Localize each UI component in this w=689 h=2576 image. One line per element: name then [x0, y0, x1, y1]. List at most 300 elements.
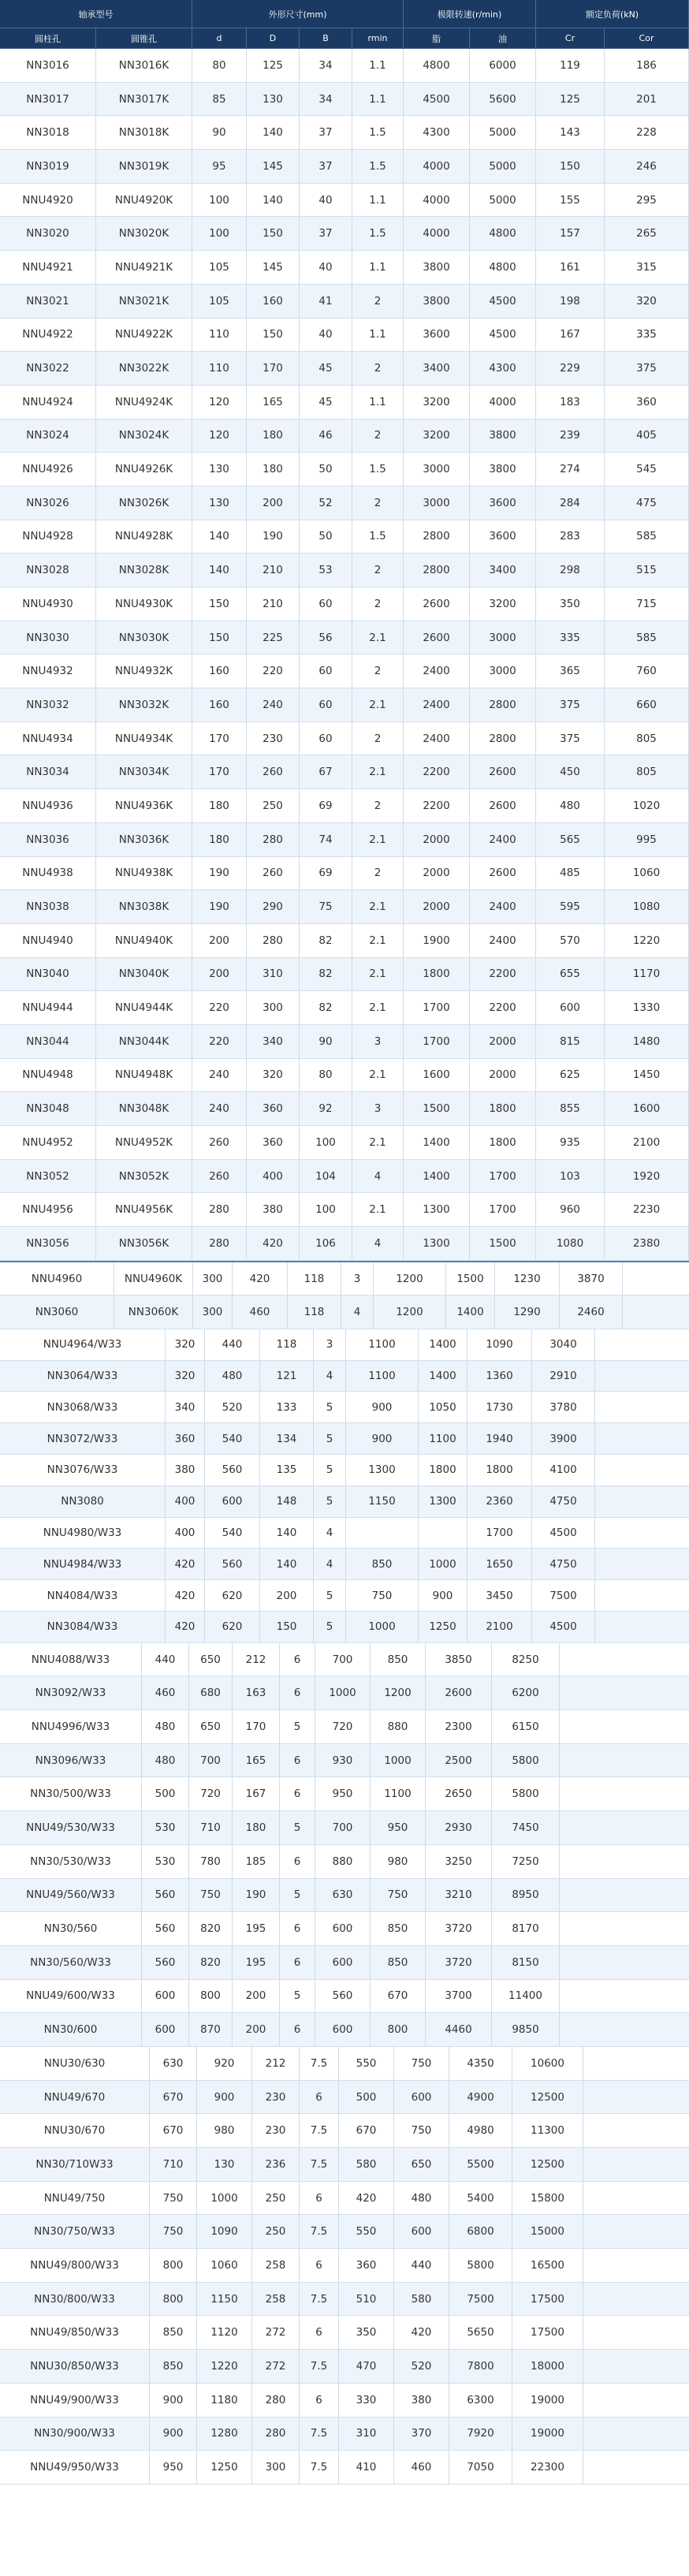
- cell-cr: 4460: [426, 2013, 492, 2046]
- table-row: [0, 150, 689, 184]
- cell-model: NN30/560: [0, 1912, 142, 1945]
- cell-cr: 7800: [449, 2350, 512, 2383]
- cell-cor: 8150: [492, 1946, 560, 1979]
- cell-grease-speed: 500: [339, 2081, 394, 2114]
- cell-grease-speed: 560: [315, 1980, 371, 2013]
- cell-B: 280: [252, 2418, 300, 2451]
- cell-B: 60: [300, 587, 352, 621]
- cell-grease-speed: 900: [346, 1423, 419, 1454]
- cell-B: 165: [233, 1744, 280, 1777]
- cell-rmin: 1.1: [352, 184, 404, 217]
- cell-rmin: 7.5: [300, 2047, 339, 2080]
- cell-B: 82: [300, 958, 352, 991]
- cell-cr: 450: [536, 755, 605, 788]
- cell-cyl-bore: NN3026: [0, 486, 96, 520]
- cell-cyl-bore: NN3034: [0, 755, 96, 788]
- cell-D-outer: 680: [189, 1676, 233, 1709]
- cell-oil-speed: 950: [371, 1811, 426, 1844]
- cell-D-outer: 150: [247, 319, 300, 352]
- cell-d: 180: [192, 789, 247, 822]
- cell-grease-speed: 4500: [404, 83, 470, 116]
- cell-d: 500: [142, 1777, 189, 1810]
- cell-cr: 855: [536, 1092, 605, 1125]
- cell-cr: 935: [536, 1126, 605, 1159]
- cell-cor: 1480: [605, 1025, 689, 1058]
- cell-cor: 4500: [532, 1518, 595, 1549]
- cell-taper-bore: NNU4938K: [96, 857, 192, 890]
- table-row: [0, 2215, 689, 2249]
- cell-B: 300: [252, 2451, 300, 2484]
- cell-B: 250: [252, 2182, 300, 2215]
- cell-grease-speed: 2800: [404, 554, 470, 587]
- table-row: [0, 1392, 689, 1423]
- cell-rmin: 2: [352, 857, 404, 890]
- cell-d: 530: [142, 1845, 189, 1878]
- cell-grease-speed: 600: [315, 1912, 371, 1945]
- cell-cr: 3450: [467, 1580, 532, 1611]
- cell-rmin: 6: [280, 1744, 315, 1777]
- table-row: [0, 1193, 689, 1227]
- cell-cor: 1170: [605, 958, 689, 991]
- cell-taper-bore: NN3034K: [96, 755, 192, 788]
- table-row: [0, 1612, 689, 1643]
- cell-B: 46: [300, 419, 352, 453]
- cell-B: 52: [300, 486, 352, 520]
- cell-D-outer: 200: [247, 486, 300, 520]
- cell-rmin: 2: [352, 486, 404, 520]
- cell-B: 82: [300, 924, 352, 957]
- cell-D-outer: 700: [189, 1744, 233, 1777]
- cell-cr: 2600: [426, 1676, 492, 1709]
- cell-oil-speed: 460: [394, 2451, 449, 2484]
- cell-cr: 161: [536, 251, 605, 284]
- cell-d: 850: [150, 2316, 197, 2349]
- table-row: [0, 1518, 689, 1549]
- cell-B: 37: [300, 217, 352, 250]
- cell-cr: 3720: [426, 1912, 492, 1945]
- cell-cyl-bore: NN3038: [0, 890, 96, 923]
- cell-D-outer: 360: [247, 1092, 300, 1125]
- cell-model: NN30/900/W33: [0, 2418, 150, 2451]
- cell-cr: 5650: [449, 2316, 512, 2349]
- cell-taper-bore: NNU4932K: [96, 654, 192, 688]
- table-header-top: [0, 0, 689, 28]
- cell-grease-speed: 600: [315, 2013, 371, 2046]
- cell-rmin: 1.1: [352, 319, 404, 352]
- cell-cyl-bore: NNU4928: [0, 520, 96, 554]
- cell-taper-bore: NNU4944K: [96, 991, 192, 1024]
- cell-d: 670: [150, 2114, 197, 2147]
- cell-cor: 22300: [512, 2451, 583, 2484]
- cell-grease-speed: 700: [315, 1643, 371, 1676]
- cell-D-outer: 380: [247, 1193, 300, 1226]
- cell-rmin: 2.1: [352, 823, 404, 856]
- cell-d: 360: [166, 1423, 205, 1454]
- cell-D-outer: 650: [189, 1710, 233, 1743]
- cell-D-outer: 165: [247, 386, 300, 419]
- cell-cyl-bore: NNU4944: [0, 991, 96, 1024]
- cell-grease-speed: 2800: [404, 520, 470, 554]
- cell-rmin: 2: [352, 285, 404, 318]
- table-row: [0, 386, 689, 419]
- cell-cor: 1060: [605, 857, 689, 890]
- cell-D-outer: 620: [205, 1580, 260, 1611]
- cell-cor: 7250: [492, 1845, 560, 1878]
- cell-cr: 298: [536, 554, 605, 587]
- cell-d: 220: [192, 1025, 247, 1058]
- table-row: [0, 1361, 689, 1392]
- cell-taper-bore: NNU4926K: [96, 453, 192, 486]
- cell-taper-bore: NNU4920K: [96, 184, 192, 217]
- cell-oil-speed: 2000: [470, 1059, 536, 1092]
- cell-taper-bore: NNU4952K: [96, 1126, 192, 1159]
- cell-cor: 1330: [605, 991, 689, 1024]
- cell-cor: 7450: [492, 1811, 560, 1844]
- cell-rmin: 7.5: [300, 2148, 339, 2181]
- cell-grease-speed: 630: [315, 1879, 371, 1912]
- cell-grease-speed: 3800: [404, 285, 470, 318]
- cell-B: 230: [252, 2081, 300, 2114]
- cell-B: 53: [300, 554, 352, 587]
- table-row: [0, 654, 689, 688]
- cell-cyl-bore: NNU4940: [0, 924, 96, 957]
- cell-rmin: 6: [300, 2384, 339, 2417]
- cell-cr: 284: [536, 486, 605, 520]
- cell-B: 67: [300, 755, 352, 788]
- cell-cr: 6800: [449, 2215, 512, 2248]
- cell-cyl-bore: NN3018: [0, 116, 96, 149]
- cell-cor: 515: [605, 554, 689, 587]
- cell-cr: 625: [536, 1059, 605, 1092]
- cell-rmin: 3: [314, 1329, 346, 1360]
- cell-oil-speed: 1500: [470, 1227, 536, 1260]
- cell-model: NN30/600: [0, 2013, 142, 2046]
- cell-cyl-bore: NN3030: [0, 621, 96, 654]
- table-row: [0, 1643, 689, 1677]
- cell-grease-speed: 1300: [404, 1227, 470, 1260]
- cell-model: NNU49/850/W33: [0, 2316, 150, 2349]
- cell-d: 560: [142, 1912, 189, 1945]
- cell-grease-speed: 930: [315, 1744, 371, 1777]
- cell-taper-bore: NNU4930K: [96, 587, 192, 621]
- cell-cor: 18000: [512, 2350, 583, 2383]
- cell-rmin: 2.1: [352, 688, 404, 721]
- cell-d: 560: [142, 1879, 189, 1912]
- cell-model: NNU49/950/W33: [0, 2451, 150, 2484]
- cell-B: 34: [300, 83, 352, 116]
- cell-oil-speed: 2400: [470, 823, 536, 856]
- cell-d: 440: [142, 1643, 189, 1676]
- section-4: [0, 1643, 689, 2047]
- cell-cor: 8170: [492, 1912, 560, 1945]
- cell-grease-speed: 3800: [404, 251, 470, 284]
- cell-d: 800: [150, 2249, 197, 2282]
- cell-grease-speed: 3000: [404, 453, 470, 486]
- cell-B: 150: [260, 1612, 314, 1642]
- cell-d: 170: [192, 722, 247, 755]
- table-row: [0, 857, 689, 891]
- cell-model: NNU49/600/W33: [0, 1980, 142, 2013]
- cell-rmin: 1.5: [352, 150, 404, 183]
- cell-grease-speed: 700: [315, 1811, 371, 1844]
- cell-rmin: 5: [280, 1710, 315, 1743]
- cell-cor: 1220: [605, 924, 689, 957]
- cell-B: 272: [252, 2350, 300, 2383]
- cell-B: 80: [300, 1059, 352, 1092]
- cell-cor: 660: [605, 688, 689, 721]
- cell-B: 195: [233, 1946, 280, 1979]
- cell-rmin: 3: [341, 1262, 374, 1295]
- cell-oil-speed: 1000: [419, 1549, 467, 1579]
- cell-d: 750: [150, 2215, 197, 2248]
- cell-B: 60: [300, 722, 352, 755]
- cell-cor: 1920: [605, 1160, 689, 1193]
- cell-cor: 375: [605, 352, 689, 385]
- cell-rmin: 6: [280, 1845, 315, 1878]
- cell-D-outer: 920: [197, 2047, 252, 2080]
- cell-grease-speed: 1000: [346, 1612, 419, 1642]
- header-oil: 油: [470, 28, 536, 49]
- table-row: [0, 1811, 689, 1845]
- cell-cor: 19000: [512, 2418, 583, 2451]
- cell-rmin: 4: [314, 1549, 346, 1579]
- cell-cr: 229: [536, 352, 605, 385]
- cell-D-outer: 720: [189, 1777, 233, 1810]
- cell-rmin: 5: [314, 1580, 346, 1611]
- cell-taper-bore: NNU4921K: [96, 251, 192, 284]
- cell-B: 100: [300, 1126, 352, 1159]
- cell-rmin: 6: [300, 2182, 339, 2215]
- header-rmin: rmin: [352, 28, 404, 49]
- cell-rmin: 6: [300, 2316, 339, 2349]
- cell-oil-speed: 380: [394, 2384, 449, 2417]
- cell-D-outer: 1000: [197, 2182, 252, 2215]
- cell-oil-speed: 1400: [419, 1361, 467, 1392]
- cell-B: 258: [252, 2249, 300, 2282]
- cell-d: 480: [142, 1744, 189, 1777]
- cell-d: 560: [142, 1946, 189, 1979]
- cell-cr: 1800: [467, 1455, 532, 1486]
- cell-cor: 585: [605, 621, 689, 654]
- cell-rmin: 7.5: [300, 2451, 339, 2484]
- cell-grease-speed: 550: [339, 2215, 394, 2248]
- cell-taper-bore: NN3036K: [96, 823, 192, 856]
- cell-rmin: 2: [352, 654, 404, 688]
- table-row: [0, 890, 689, 924]
- cell-rmin: 1.1: [352, 251, 404, 284]
- header-load: 额定负荷(kN): [536, 0, 689, 28]
- cell-d: 800: [150, 2283, 197, 2316]
- cell-D-outer: 225: [247, 621, 300, 654]
- cell-d: 140: [192, 554, 247, 587]
- cell-rmin: 5: [280, 1811, 315, 1844]
- table-row: [0, 184, 689, 218]
- cell-D-outer: 520: [205, 1392, 260, 1422]
- cell-B: 118: [288, 1295, 341, 1329]
- cell-rmin: 5: [314, 1486, 346, 1517]
- cell-oil-speed: 4800: [470, 251, 536, 284]
- cell-grease-speed: 2600: [404, 587, 470, 621]
- cell-d: 670: [150, 2081, 197, 2114]
- cell-B: 92: [300, 1092, 352, 1125]
- cell-D-outer: 340: [247, 1025, 300, 1058]
- cell-oil-speed: 1800: [470, 1126, 536, 1159]
- table-row: [0, 285, 689, 319]
- cell-taper-bore: NNU4960K: [114, 1262, 193, 1295]
- cell-cor: 16500: [512, 2249, 583, 2282]
- cell-taper-bore: NNU4924K: [96, 386, 192, 419]
- cell-B: 140: [260, 1549, 314, 1579]
- cell-cor: 3040: [532, 1329, 595, 1360]
- table-row: [0, 722, 689, 756]
- cell-d: 750: [150, 2182, 197, 2215]
- cell-rmin: 1.5: [352, 116, 404, 149]
- cell-rmin: 2.1: [352, 991, 404, 1024]
- cell-oil-speed: 2800: [470, 722, 536, 755]
- cell-model: NNU49/800/W33: [0, 2249, 150, 2282]
- cell-cr: 283: [536, 520, 605, 554]
- cell-taper-bore: NNU4928K: [96, 520, 192, 554]
- cell-D-outer: 1280: [197, 2418, 252, 2451]
- cell-B: 121: [260, 1361, 314, 1392]
- cell-cyl-bore: NN3028: [0, 554, 96, 587]
- cell-D-outer: 820: [189, 1946, 233, 1979]
- cell-oil-speed: [419, 1518, 467, 1549]
- table-row: [0, 1160, 689, 1194]
- cell-D-outer: 250: [247, 789, 300, 822]
- cell-taper-bore: NN3060K: [114, 1295, 193, 1329]
- cell-oil-speed: 370: [394, 2418, 449, 2451]
- cell-d: 220: [192, 991, 247, 1024]
- section-2: [0, 1262, 689, 1329]
- cell-cr: 274: [536, 453, 605, 486]
- cell-cyl-bore: NN3036: [0, 823, 96, 856]
- cell-cr: 143: [536, 116, 605, 149]
- table-row: [0, 352, 689, 386]
- cell-cyl-bore: NNU4920: [0, 184, 96, 217]
- cell-cr: 600: [536, 991, 605, 1024]
- cell-oil-speed: 1800: [419, 1455, 467, 1486]
- cell-cor: 6150: [492, 1710, 560, 1743]
- cell-B: 41: [300, 285, 352, 318]
- cell-rmin: 6: [300, 2081, 339, 2114]
- cell-cr: 4980: [449, 2114, 512, 2147]
- cell-cr: 103: [536, 1160, 605, 1193]
- cell-cr: 655: [536, 958, 605, 991]
- cell-oil-speed: 1700: [470, 1160, 536, 1193]
- cell-cor: 7500: [532, 1580, 595, 1611]
- cell-rmin: 2: [352, 419, 404, 453]
- table-row: [0, 2283, 689, 2317]
- cell-D-outer: 1090: [197, 2215, 252, 2248]
- cell-d: 710: [150, 2148, 197, 2181]
- cell-d: 480: [142, 1710, 189, 1743]
- table-row: [0, 1744, 689, 1778]
- cell-rmin: 6: [280, 1946, 315, 1979]
- table-row: [0, 2350, 689, 2384]
- cell-d: 420: [166, 1612, 205, 1642]
- section-3: [0, 1329, 689, 1643]
- cell-cr: 4350: [449, 2047, 512, 2080]
- cell-rmin: 6: [280, 1643, 315, 1676]
- cell-oil-speed: 3800: [470, 419, 536, 453]
- cell-taper-bore: NN3044K: [96, 1025, 192, 1058]
- table-row: [0, 2451, 689, 2485]
- cell-cor: 760: [605, 654, 689, 688]
- cell-cr: 7050: [449, 2451, 512, 2484]
- table-row: [0, 2384, 689, 2418]
- cell-B: 135: [260, 1455, 314, 1486]
- cell-cyl-bore: NNU4926: [0, 453, 96, 486]
- table-row: [0, 958, 689, 992]
- cell-B: 200: [233, 1980, 280, 2013]
- cell-model: NN30/500/W33: [0, 1777, 142, 1810]
- cell-d: 130: [192, 486, 247, 520]
- cell-rmin: 5: [314, 1423, 346, 1454]
- cell-rmin: 5: [314, 1392, 346, 1422]
- cell-cr: 960: [536, 1193, 605, 1226]
- cell-D-outer: 1120: [197, 2316, 252, 2349]
- cell-d: 150: [192, 587, 247, 621]
- cell-B: 40: [300, 251, 352, 284]
- cell-cr: 2650: [426, 1777, 492, 1810]
- cell-d: 340: [166, 1392, 205, 1422]
- cell-cyl-bore: NNU4956: [0, 1193, 96, 1226]
- cell-cor: 335: [605, 319, 689, 352]
- cell-cyl-bore: NN3022: [0, 352, 96, 385]
- cell-model: NN3092/W33: [0, 1676, 142, 1709]
- cell-D-outer: 220: [247, 654, 300, 688]
- cell-cor: 228: [605, 116, 689, 149]
- cell-cyl-bore: NN3016: [0, 49, 96, 82]
- cell-taper-bore: NN3021K: [96, 285, 192, 318]
- cell-oil-speed: 3000: [470, 654, 536, 688]
- cell-D-outer: 820: [189, 1912, 233, 1945]
- table-row: [0, 453, 689, 486]
- header-cor: Cor: [605, 28, 689, 49]
- table-row: [0, 2316, 689, 2350]
- cell-rmin: 2: [352, 789, 404, 822]
- cell-taper-bore: NN3017K: [96, 83, 192, 116]
- cell-D-outer: 320: [247, 1059, 300, 1092]
- cell-oil-speed: 750: [394, 2114, 449, 2147]
- cell-cr: 5400: [449, 2182, 512, 2215]
- table-row: [0, 1329, 689, 1361]
- cell-taper-bore: NN3028K: [96, 554, 192, 587]
- cell-model: NNU30/850/W33: [0, 2350, 150, 2383]
- cell-cor: 2910: [532, 1361, 595, 1392]
- cell-cor: 12500: [512, 2148, 583, 2181]
- cell-cr: 570: [536, 924, 605, 957]
- table-row: [0, 2182, 689, 2216]
- cell-D-outer: 290: [247, 890, 300, 923]
- cell-cyl-bore: NN3084/W33: [0, 1612, 166, 1642]
- cell-rmin: 7.5: [300, 2215, 339, 2248]
- table-row: [0, 319, 689, 352]
- cell-oil-speed: 5000: [470, 116, 536, 149]
- cell-oil-speed: 600: [394, 2215, 449, 2248]
- table-row: [0, 1262, 689, 1296]
- cell-cr: 155: [536, 184, 605, 217]
- cell-cr: 5500: [449, 2148, 512, 2181]
- cell-D-outer: 170: [247, 352, 300, 385]
- cell-cor: 2380: [605, 1227, 689, 1260]
- cell-taper-bore: NN3052K: [96, 1160, 192, 1193]
- cell-cyl-bore: NN4084/W33: [0, 1580, 166, 1611]
- table-row: [0, 2249, 689, 2283]
- cell-d: 850: [150, 2350, 197, 2383]
- cell-grease-speed: 360: [339, 2249, 394, 2282]
